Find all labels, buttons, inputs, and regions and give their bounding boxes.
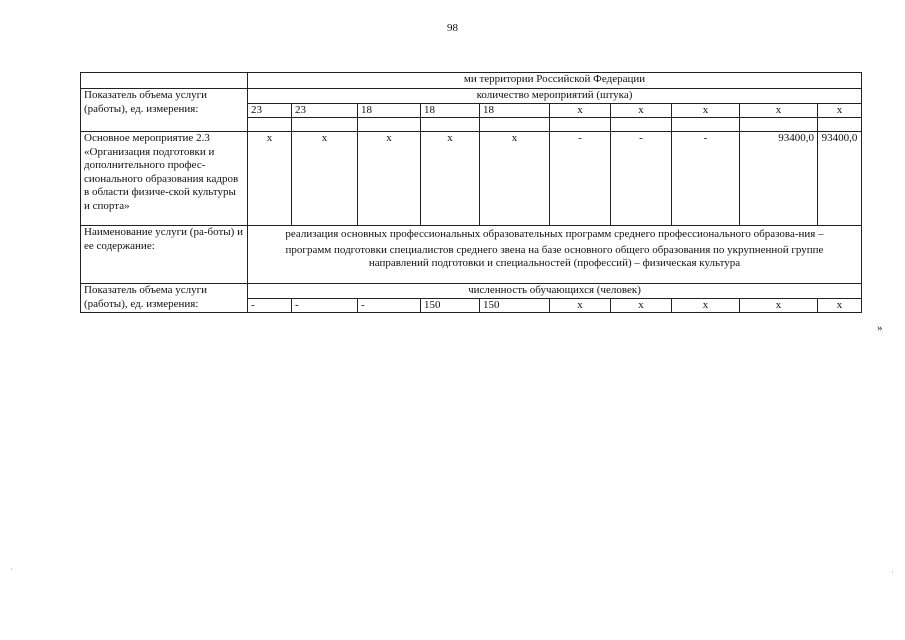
value-cell: х [421,132,480,226]
value-cell: х [740,298,818,313]
scan-mark: · [891,568,894,577]
section-header: ми территории Российской Федерации [248,73,862,89]
value-cell: 93400,0 [818,132,862,226]
service-content [248,226,862,284]
value-cell: х [611,103,672,118]
value-cell: 18 [358,103,421,118]
value-cell: х [818,103,862,118]
closing-quote: » [877,322,883,334]
table-row [81,284,862,299]
table-row [81,226,862,284]
measure-label: Основное мероприятие 2.3 «Организация подготовки и дополнительного профес-сионального образования кадров в области физиче-ской культуры и спорта» [81,132,248,226]
value-cell: - [248,298,292,313]
service-label: Наименование услуги (ра-боты) и ее содержание: [81,226,248,284]
table-row [81,73,862,89]
value-cell: 93400,0 [740,132,818,226]
service-content-line: реализация основных профессиональных образовательных программ среднего профессионального образова-ния – [285,228,824,240]
value-cell: х [480,132,550,226]
value-cell: х [358,132,421,226]
value-cell: х [550,103,611,118]
value-cell: - [358,298,421,313]
indicator-label: Показатель объема услуги (работы), ед. измерения: [81,284,248,313]
value-cell: - [550,132,611,226]
value-cell: х [672,298,740,313]
value-cell: - [292,298,358,313]
table-row [81,132,862,226]
value-cell: х [818,298,862,313]
value-cell: х [550,298,611,313]
page-number: 98 [447,22,458,34]
unit-caption: численность обучающихся (человек) [248,284,862,299]
value-cell: 150 [480,298,550,313]
value-cell: х [292,132,358,226]
service-content-line: программ подготовки специалистов среднего звена на базе основного общего образования по укрупненной группе направлений подготовки и специальностей (профессий) – физическая культура [285,243,824,269]
value-cell: 23 [248,103,292,118]
value-cell: х [672,103,740,118]
value-cell: - [672,132,740,226]
value-cell: х [740,103,818,118]
value-cell: 18 [421,103,480,118]
program-table [80,72,862,313]
scan-mark: · [10,565,13,574]
empty-cell [81,73,248,89]
value-cell: х [611,298,672,313]
indicator-label: Показатель объема услуги (работы), ед. измерения: [81,89,248,132]
value-cell: - [611,132,672,226]
value-cell: 150 [421,298,480,313]
value-cell: х [248,132,292,226]
table-row [81,89,862,104]
unit-caption: количество мероприятий (штука) [248,89,862,104]
value-cell: 18 [480,103,550,118]
value-cell: 23 [292,103,358,118]
